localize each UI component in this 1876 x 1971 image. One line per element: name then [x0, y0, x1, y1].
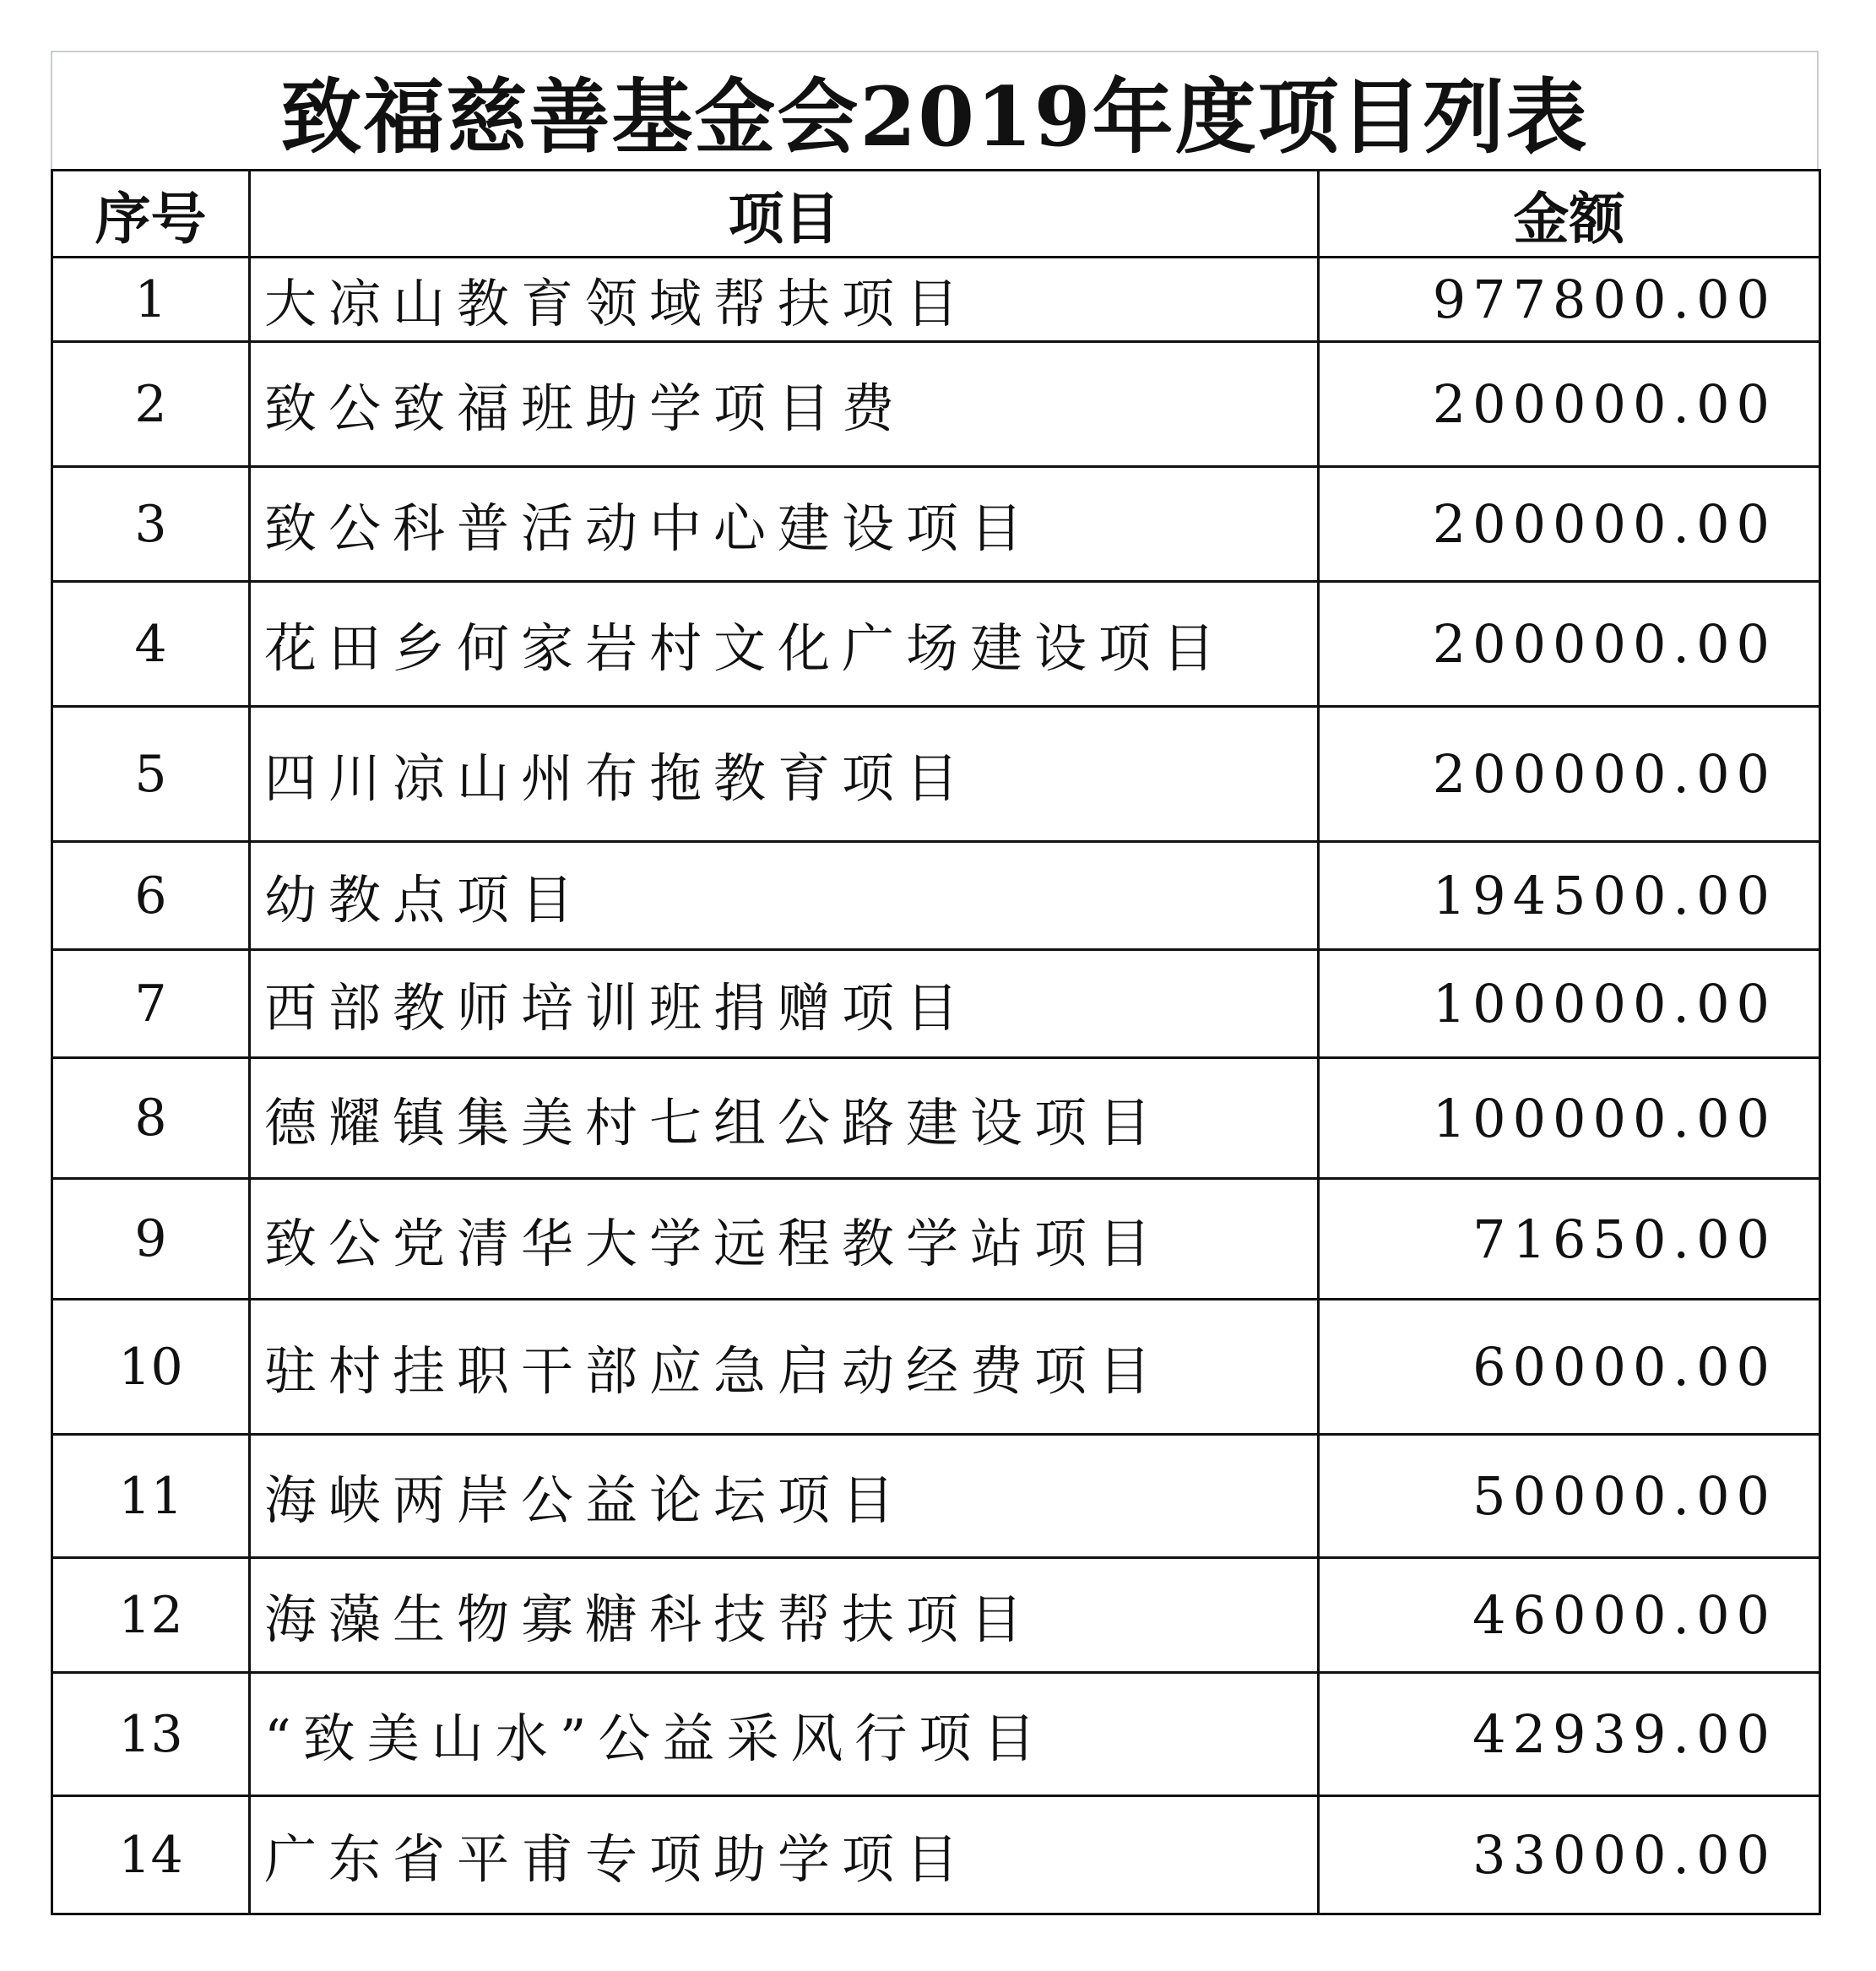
project-list-sheet	[51, 51, 1819, 1915]
row-amount: 200000.00	[1319, 467, 1820, 582]
row-item: 致公科普活动中心建设项目	[250, 467, 1319, 582]
row-no: 4	[52, 582, 250, 707]
row-amount: 42939.00	[1319, 1673, 1820, 1796]
row-item: 广东省平甫专项助学项目	[250, 1796, 1319, 1914]
row-amount: 100000.00	[1319, 1058, 1820, 1179]
table-row	[52, 1673, 1820, 1796]
row-item: 大凉山教育领域帮扶项目	[250, 258, 1319, 342]
row-no: 11	[52, 1435, 250, 1558]
table-row	[52, 707, 1820, 842]
table-row	[52, 842, 1820, 950]
table-row	[52, 1179, 1820, 1300]
table-row	[52, 1058, 1820, 1179]
row-no: 8	[52, 1058, 250, 1179]
row-amount: 100000.00	[1319, 950, 1820, 1058]
table-row	[52, 1300, 1820, 1435]
table-row	[52, 258, 1820, 342]
table-row	[52, 582, 1820, 707]
row-item: “致美山水”公益采风行项目	[250, 1673, 1319, 1796]
row-no: 2	[52, 342, 250, 467]
row-item: 四川凉山州布拖教育项目	[250, 707, 1319, 842]
row-no: 14	[52, 1796, 250, 1914]
table-row	[52, 1435, 1820, 1558]
row-amount: 194500.00	[1319, 842, 1820, 950]
row-no: 5	[52, 707, 250, 842]
row-amount: 200000.00	[1319, 707, 1820, 842]
table-row	[52, 1558, 1820, 1673]
title-row	[51, 51, 1819, 169]
table-row	[52, 467, 1820, 582]
row-item: 花田乡何家岩村文化广场建设项目	[250, 582, 1319, 707]
row-no: 7	[52, 950, 250, 1058]
row-amount: 200000.00	[1319, 342, 1820, 467]
row-no: 1	[52, 258, 250, 342]
header-item: 项目	[250, 171, 1319, 258]
page-title: 致福慈善基金会2019年度项目列表	[280, 68, 1589, 165]
row-no: 3	[52, 467, 250, 582]
row-item: 致公党清华大学远程教学站项目	[250, 1179, 1319, 1300]
row-item: 海藻生物寡糖科技帮扶项目	[250, 1558, 1319, 1673]
row-no: 9	[52, 1179, 250, 1300]
row-amount: 200000.00	[1319, 582, 1820, 707]
row-amount: 46000.00	[1319, 1558, 1820, 1673]
project-table	[51, 169, 1821, 1915]
row-amount: 50000.00	[1319, 1435, 1820, 1558]
table-row	[52, 950, 1820, 1058]
row-item: 驻村挂职干部应急启动经费项目	[250, 1300, 1319, 1435]
row-amount: 977800.00	[1319, 258, 1820, 342]
header-row	[52, 171, 1820, 258]
table-row	[52, 1796, 1820, 1914]
row-no: 6	[52, 842, 250, 950]
row-item: 德耀镇集美村七组公路建设项目	[250, 1058, 1319, 1179]
row-item: 幼教点项目	[250, 842, 1319, 950]
row-no: 12	[52, 1558, 250, 1673]
row-amount: 71650.00	[1319, 1179, 1820, 1300]
row-amount: 33000.00	[1319, 1796, 1820, 1914]
row-item: 致公致福班助学项目费	[250, 342, 1319, 467]
header-amount: 金额	[1319, 171, 1820, 258]
row-amount: 60000.00	[1319, 1300, 1820, 1435]
row-item: 海峡两岸公益论坛项目	[250, 1435, 1319, 1558]
row-item: 西部教师培训班捐赠项目	[250, 950, 1319, 1058]
row-no: 10	[52, 1300, 250, 1435]
row-no: 13	[52, 1673, 250, 1796]
table-row	[52, 342, 1820, 467]
header-no: 序号	[52, 171, 250, 258]
